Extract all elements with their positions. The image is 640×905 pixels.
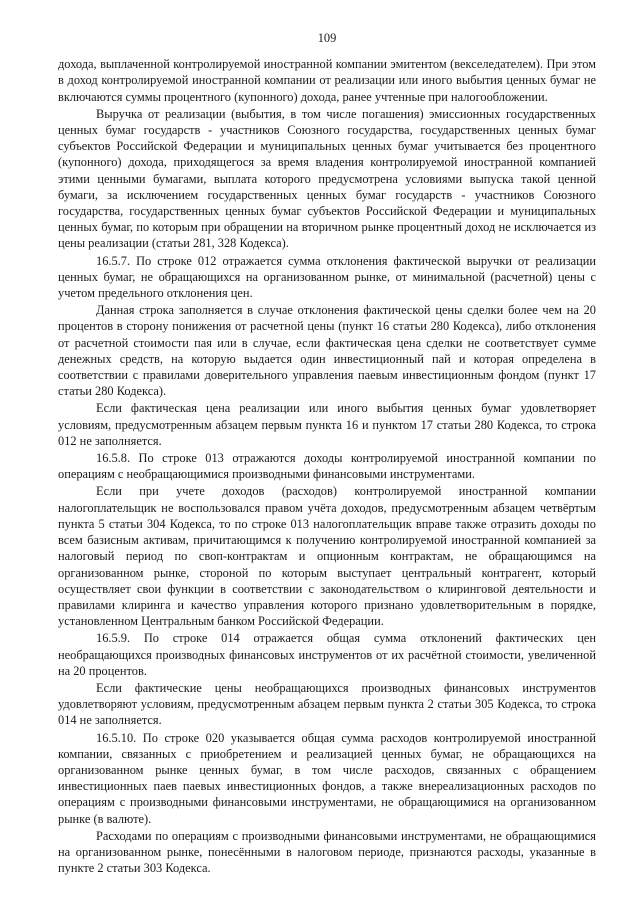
paragraph-16-5-8: 16.5.8. По строке 013 отражаются доходы контролируемой иностранной компании по операциям с необращающимися производными финансовыми инструментами. bbox=[58, 451, 596, 482]
paragraph-derivative-expenses: Расходами по операциям с производными финансовыми инструментами, не обращающимися на организованном рынке, понесёнными в налоговом периоде, признаются расходы, указанные в пункте 2 статьи 303 Кодекса. bbox=[58, 828, 596, 876]
paragraph-line-012-not-filled: Если фактическая цена реализации или иного выбытия ценных бумаг удовлетворяет условиям, предусмотренным абзацем первым пункта 16 и пунктом 17 статьи 280 Кодекса, то строка 012 не заполняется. bbox=[58, 401, 596, 448]
paragraph-line-012-filling: Данная строка заполняется в случае отклонения фактической цены сделки более чем на 20 процентов в сторону понижения от расчетной цены (пункт 16 статьи 280 Кодекса), либо отклонения от расчетной стоимости пая или в случае, если фактическая цена сделки не соответствует сумме денежных средств, на которую выдается один инвестиционный пай и которая определена в соответствии с правилами доверительного управления паевым инвестиционным фондом (пункт 17 статьи 280 Кодекса). bbox=[58, 303, 596, 399]
paragraph-16-5-9: 16.5.9. По строке 014 отражается общая сумма отклонений фактических цен необращающихся производных финансовых инструментов от их расчётной стоимости, увеличенной на 20 процентов. bbox=[58, 631, 596, 678]
paragraph-16-5-7: 16.5.7. По строке 012 отражается сумма отклонения фактической выручки от реализации ценных бумаг, не обращающихся на организованном рынке, от минимальной (расчетной) цены с учетом предельного отклонения цен. bbox=[58, 253, 596, 301]
paragraph-line-013-basis-assets: Если при учете доходов (расходов) контролируемой иностранной компании налогоплательщик не воспользовался правом учёта доходов, предусмотренным абзацем четвёртым пункта 5 статьи 304 Кодекса, то по строке 013 налогоплательщик вправе также отразить доходы по всем базисным активам, причитающимся к получению контролируемой иностранной компанией за налоговый период по своп-контрактам и опционным контрактам, не обращающимся на организованном рынке, стороной по которым выступает центральный контрагент, который осуществляет свои функции в соответствии с законодательством о клиринговой деятельности и правилами клиринга и качество управления которого признано удовлетворительным в порядке, установленном Центральным банком Российской Федерации. bbox=[58, 484, 596, 629]
paragraph-16-5-10: 16.5.10. По строке 020 указывается общая сумма расходов контролируемой иностранной компании, связанных с приобретением и реализацией ценных бумаг, не обращающихся на организованном рынке ценных бумаг, в том числе расходов, связанных с обращением инвестиционных паев паевых инвестиционных фондов, а также внереализационных расходов по операциям с производными финансовыми инструментами, не обращающимися на организованном рынке (в валюте). bbox=[58, 730, 596, 826]
paragraph-continuation: дохода, выплаченной контролируемой иностранной компании эмитентом (векселедателем). При этом в доход контролируемой иностранной компании от реализации или иного выбытия ценных бумаг не включаются суммы процентного (купонного) дохода, ранее учтенные при налогообложении. bbox=[58, 57, 596, 104]
paragraph-revenue-gov-securities: Выручка от реализации (выбытия, в том числе погашения) эмиссионных государственных ценных бумаг государств - участников Союзного государства, государственных ценных бумаг субъектов Российской Федерации и муниципальных ценных бумаг учитывается без процентного (купонного) дохода, приходящегося за время владения контролируемой иностранной компанией этими ценными бумагами, выплата которого предусмотрена условиями выпуска такой ценной бумаги, за исключением государственных ценных бумаг государств - участников Союзного государства, государственных ценных бумаг субъектов Российской Федерации и муниципальных ценных бумаг, по которым при обращении на вторичном рынке процентный доход не исключается из цены реализации (статьи 281, 328 Кодекса). bbox=[58, 106, 596, 251]
paragraph-line-014-not-filled: Если фактические цены необращающихся производных финансовых инструментов удовлетворяют условиям, предусмотренным абзацем первым пункта 2 статьи 305 Кодекса, то строка 014 не заполняется. bbox=[58, 680, 596, 728]
page-number: 109 bbox=[317, 31, 337, 45]
